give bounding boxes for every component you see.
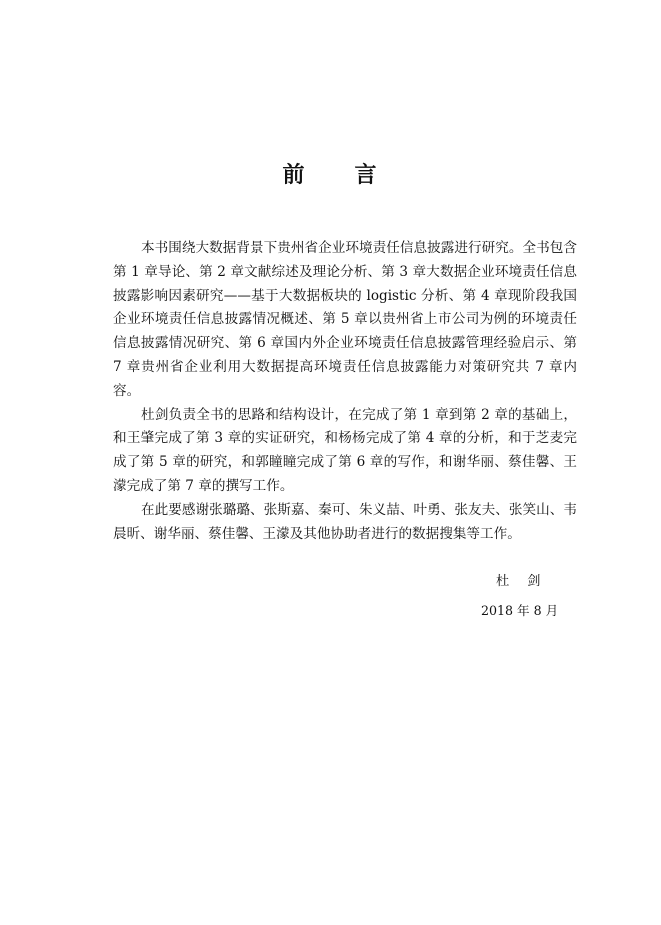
page-title	[0, 158, 661, 189]
signature-char-1: 杜	[496, 574, 510, 589]
author-signature	[496, 572, 540, 592]
paragraph-1: 本书围绕大数据背景下贵州省企业环境责任信息披露进行研究。全书包含第 1 章导论、第 2 章文献综述及理论分析、第 3 章大数据企业环境责任信息披露影响因素研究——基于大数据板块的 logistic 分析、第 4 章现阶段我国企业环境责任信息披露情况概述、第 5 章以贵州省上市公司为例的环境责任信息披露情况研究、第 6 章国内外企业环境责任信息披露管理经验启示、第 7 章贵州省企业利用大数据提高环境责任信息披露能力对策研究共 7 章内容。	[113, 240, 577, 399]
preface-date: 2018 年 8 月	[481, 603, 559, 618]
title-char-1: 前	[282, 162, 307, 188]
title-char-2: 言	[354, 162, 379, 188]
preface-body	[113, 237, 577, 546]
paragraph-3: 在此要感谢张璐璐、张斯嘉、秦可、朱义喆、叶勇、张友夫、张笑山、韦晨昕、谢华丽、蔡佳馨、王濛及其他协助者进行的数据搜集等工作。	[113, 501, 577, 542]
paragraph-2: 杜剑负责全书的思路和结构设计，在完成了第 1 章到第 2 章的基础上，和王肇完成了第 3 章的实证研究，和杨杨完成了第 4 章的分析，和于芝麦完成了第 5 章的研究，和郭瞳瞳完成了第 6 章的写作，和谢华丽、蔡佳馨、王濛完成了第 7 章的撰写工作。	[113, 406, 577, 494]
signature-char-2: 剑	[527, 574, 541, 589]
